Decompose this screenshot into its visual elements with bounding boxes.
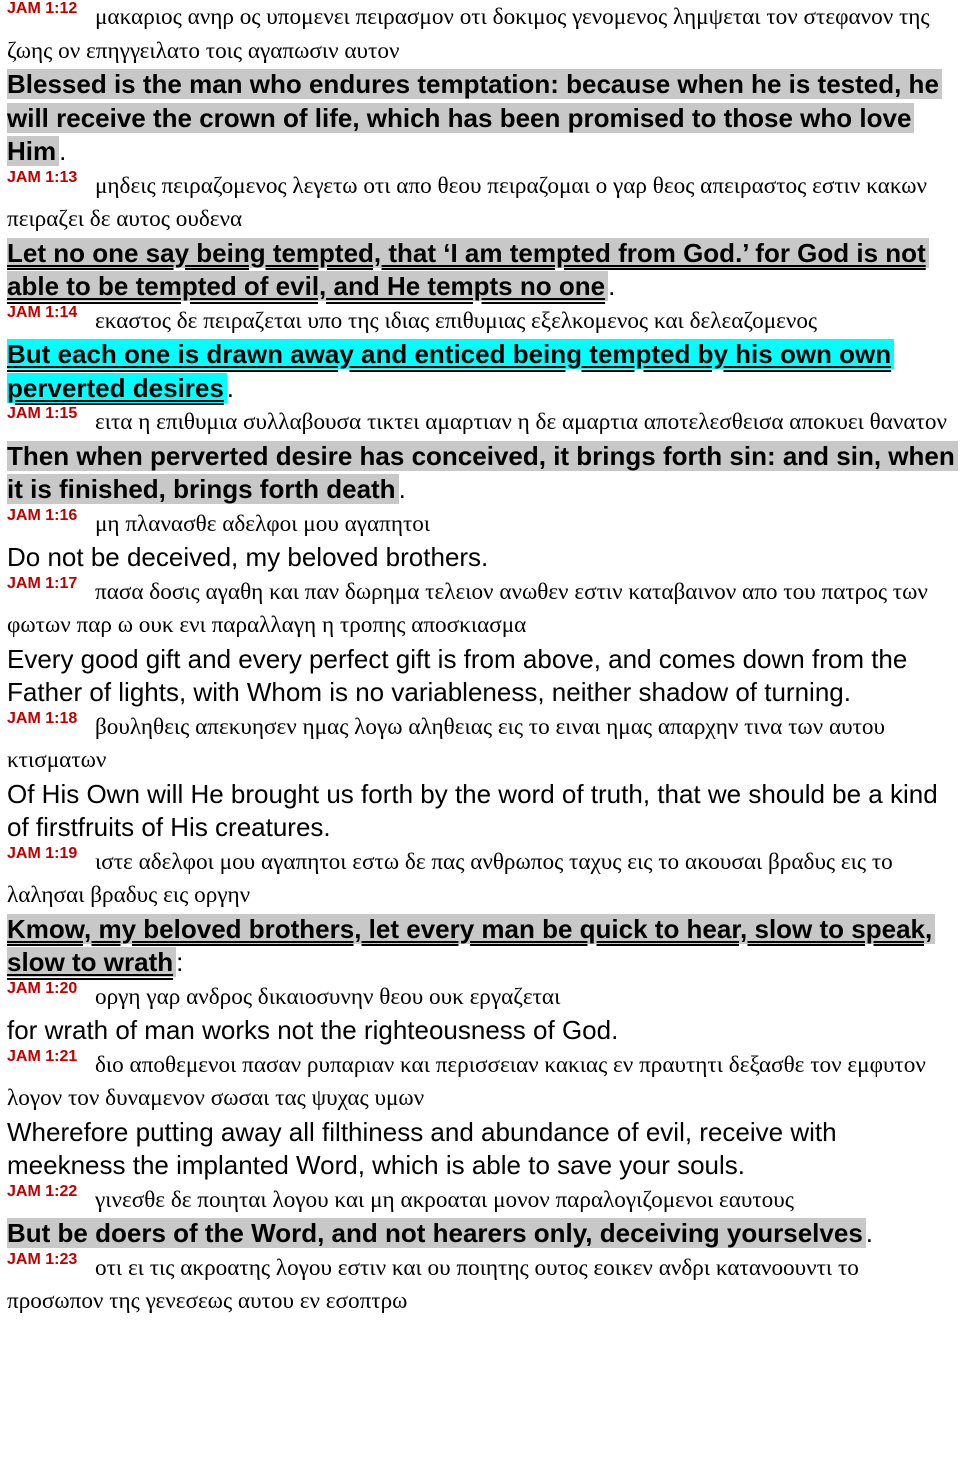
english-translation: Every good gift and every perfect gift is from above, and comes down from the Father of lights, with Whom is no variableness, neither shadow of turning. bbox=[7, 643, 908, 707]
english-translation: Wherefore putting away all filthiness and abundance of evil, receive with meekness the implanted Word, which is able to save your souls. bbox=[7, 1116, 837, 1180]
trailing-punctuation: : bbox=[176, 947, 184, 977]
greek-text: εκαστος δε πειραζεται υπο της ιδιας επιθυμιας εξελκομενος και δελεαζομενος bbox=[95, 307, 818, 334]
verse-jam-1-15 bbox=[7, 405, 955, 507]
english-translation: for wrath of man works not the righteousness of God. bbox=[7, 1015, 619, 1045]
verse-jam-1-18 bbox=[7, 710, 955, 845]
greek-text: μηδεις πειραζομενος λεγετω οτι απο θεου πειραζομαι ο γαρ θεος απειραστος εστιν κακων πειραζει δε αυτος ουδενα bbox=[7, 172, 928, 232]
verse-jam-1-16 bbox=[7, 507, 955, 575]
greek-text: οτι ει τις ακροατης λογου εστιν και ου ποιητης ουτος εοικεν ανδρι κατανοουντι το προσωπον της γενεσεως αυτου εν εσοπτρω bbox=[7, 1254, 859, 1314]
verse-ref: JAM 1:15 bbox=[7, 405, 78, 422]
verse-ref: JAM 1:13 bbox=[7, 168, 78, 186]
trailing-punctuation: . bbox=[865, 1218, 874, 1248]
verse-ref: JAM 1:22 bbox=[7, 1182, 78, 1200]
highlighted-translation: But each one is drawn away and enticed being tempted by his own own perverted desires bbox=[7, 339, 894, 403]
highlighted-translation: Let no one say being tempted, that ‘I am tempted from God.’ for God is not able to be tempted of evil, and He tempts no one bbox=[7, 238, 929, 302]
english-translation bbox=[7, 237, 955, 304]
trailing-punctuation: . bbox=[608, 271, 616, 301]
greek-text: διο αποθεμενοι πασαν ρυπαριαν και περισσειαν κακιας εν πραυτητι δεξασθε τον εμφυτον λογον τον δυναμενον σωσαι τας ψυχας υμων bbox=[7, 1051, 926, 1111]
verse-ref: JAM 1:19 bbox=[7, 844, 78, 862]
english-translation bbox=[7, 338, 955, 405]
verse-jam-1-20 bbox=[7, 980, 955, 1048]
verse-jam-1-14 bbox=[7, 304, 955, 406]
trailing-punctuation: . bbox=[226, 372, 235, 403]
trailing-punctuation: . bbox=[59, 136, 67, 166]
greek-text: ιστε αδελφοι μου αγαπητοι εστω δε πας ανθρωπος ταχυς εις το ακουσαι βραδυς εις το λαλησαι βραδυς εις οργην bbox=[7, 848, 893, 908]
english-translation bbox=[7, 913, 955, 980]
greek-text: μη πλανασθε αδελφοι μου αγαπητοι bbox=[95, 510, 431, 537]
greek-text: οργη γαρ ανδρος δικαιοσυνην θεου ουκ εργαζεται bbox=[95, 983, 561, 1010]
verse-jam-1-21 bbox=[7, 1048, 955, 1183]
verse-ref: JAM 1:18 bbox=[7, 709, 78, 727]
highlighted-translation: But be doers of the Word, and not hearers only, deceiving yourselves bbox=[7, 1218, 866, 1248]
verse-jam-1-22 bbox=[7, 1183, 955, 1251]
verse-ref: JAM 1:16 bbox=[7, 506, 78, 524]
scripture-document bbox=[7, 0, 955, 1319]
english-translation: Of His Own will He brought us forth by the word of truth, that we should be a kind of firstfruits of His creatures. bbox=[7, 778, 938, 842]
highlighted-translation: Then when perverted desire has conceived, it brings forth sin: and sin, when it is finished, brings forth death bbox=[7, 441, 958, 505]
greek-text: ειτα η επιθυμια συλλαβουσα τικτει αμαρτιαν η δε αμαρτια αποτελεσθεισα αποκυει θανατον bbox=[95, 409, 947, 435]
highlighted-translation: Kmow, my beloved brothers, let every man be quick to hear, slow to speak, slow to wrath bbox=[7, 914, 935, 978]
greek-text: μακαριος ανηρ ος υπομενει πειρασμον οτι δοκιμος γενομενος λημψεται τον στεφανον της ζωης ον επηγγειλατο τοις αγαπωσιν αυτον bbox=[7, 4, 930, 64]
verse-jam-1-17 bbox=[7, 575, 955, 710]
verse-jam-1-12 bbox=[7, 0, 955, 169]
greek-text: βουληθεις απεκυησεν ημας λογω αληθειας εις το ειναι ημας απαρχην τινα των αυτου κτισματων bbox=[7, 713, 885, 773]
trailing-punctuation: . bbox=[398, 474, 406, 504]
verse-ref: JAM 1:12 bbox=[7, 0, 78, 17]
verse-ref: JAM 1:14 bbox=[7, 303, 78, 321]
verse-ref: JAM 1:17 bbox=[7, 574, 78, 592]
verse-ref: JAM 1:23 bbox=[7, 1250, 78, 1268]
english-translation bbox=[7, 68, 955, 169]
verse-ref: JAM 1:21 bbox=[7, 1047, 78, 1065]
greek-text: πασα δοσις αγαθη και παν δωρημα τελειον ανωθεν εστιν καταβαινον απο του πατρος των φωτων παρ ω ουκ ενι παραλλαγη η τροπης αποσκιασμα bbox=[7, 578, 928, 638]
english-translation: Do not be deceived, my beloved brothers. bbox=[7, 542, 489, 572]
greek-text: γινεσθε δε ποιηται λογου και μη ακροαται μονον παραλογιζομενοι εαυτους bbox=[95, 1186, 794, 1213]
highlighted-translation: Blessed is the man who endures temptation: because when he is tested, he will receive the crown of life, which has been promised to those who love Him bbox=[7, 69, 942, 166]
verse-jam-1-13 bbox=[7, 169, 955, 304]
verse-jam-1-19 bbox=[7, 845, 955, 980]
verse-jam-1-23 bbox=[7, 1251, 955, 1319]
english-translation bbox=[7, 440, 955, 507]
english-translation bbox=[7, 1217, 955, 1251]
verse-ref: JAM 1:20 bbox=[7, 979, 78, 997]
